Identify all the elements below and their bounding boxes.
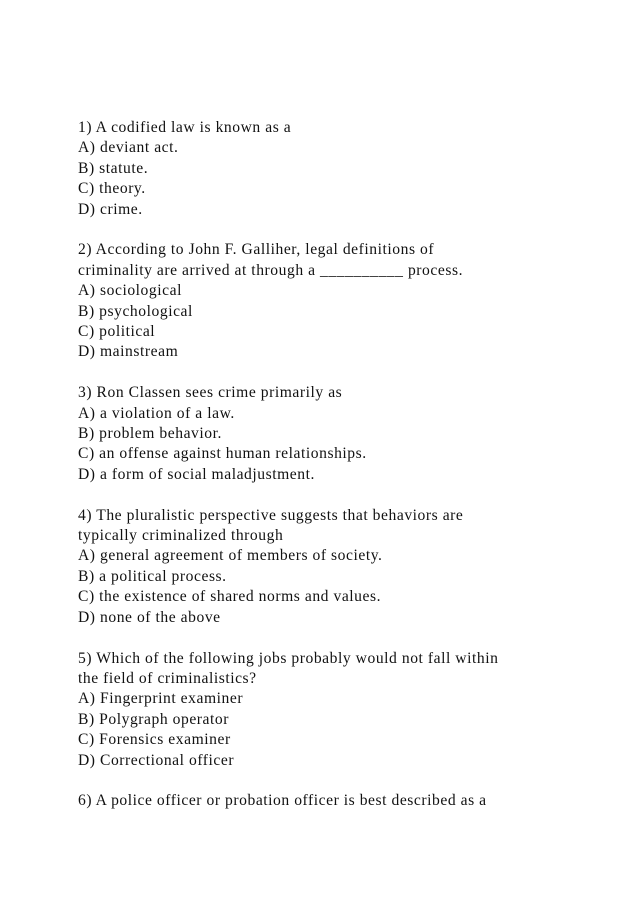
- question-stem: 4) The pluralistic perspective suggests that behaviors are: [78, 506, 464, 524]
- answer-option-d: D) none of the above: [78, 608, 221, 626]
- answer-option-d: D) a form of social maladjustment.: [78, 465, 315, 483]
- question-stem: typically criminalized through: [78, 527, 284, 545]
- answer-option-a: A) Fingerprint examiner: [78, 690, 244, 708]
- document-body: [78, 118, 618, 832]
- question-stem: criminality are arrived at through a __________ process.: [78, 261, 464, 279]
- question-stem: 3) Ron Classen sees crime primarily as: [78, 384, 343, 402]
- answer-option-b: B) problem behavior.: [78, 425, 222, 443]
- answer-option-c: C) an offense against human relationships.: [78, 445, 367, 463]
- answer-option-b: B) Polygraph operator: [78, 710, 229, 728]
- question-stem: 5) Which of the following jobs probably would not fall within: [78, 649, 499, 667]
- answer-option-b: B) a political process.: [78, 567, 227, 585]
- question-stem: the field of criminalistics?: [78, 669, 257, 687]
- answer-option-c: C) the existence of shared norms and values.: [78, 588, 382, 606]
- question-stem: 6) A police officer or probation officer is best described as a: [78, 792, 487, 810]
- question-4: [78, 506, 618, 628]
- answer-option-c: C) theory.: [78, 180, 146, 198]
- answer-option-b: B) psychological: [78, 302, 193, 320]
- answer-option-c: C) political: [78, 323, 156, 341]
- answer-option-a: A) general agreement of members of society.: [78, 547, 383, 565]
- answer-option-d: D) mainstream: [78, 343, 179, 361]
- answer-option-b: B) statute.: [78, 159, 149, 177]
- answer-option-d: D) Correctional officer: [78, 751, 235, 769]
- answer-option-a: A) deviant act.: [78, 139, 179, 157]
- question-6: [78, 791, 618, 811]
- answer-option-c: C) Forensics examiner: [78, 731, 231, 749]
- question-5: [78, 649, 618, 771]
- answer-option-a: A) a violation of a law.: [78, 404, 235, 422]
- question-3: [78, 383, 618, 485]
- answer-option-a: A) sociological: [78, 282, 182, 300]
- question-stem: 2) According to John F. Galliher, legal definitions of: [78, 241, 435, 259]
- question-2: [78, 240, 618, 362]
- answer-option-d: D) crime.: [78, 200, 143, 218]
- question-stem: 1) A codified law is known as a: [78, 119, 292, 136]
- question-1: [78, 118, 618, 220]
